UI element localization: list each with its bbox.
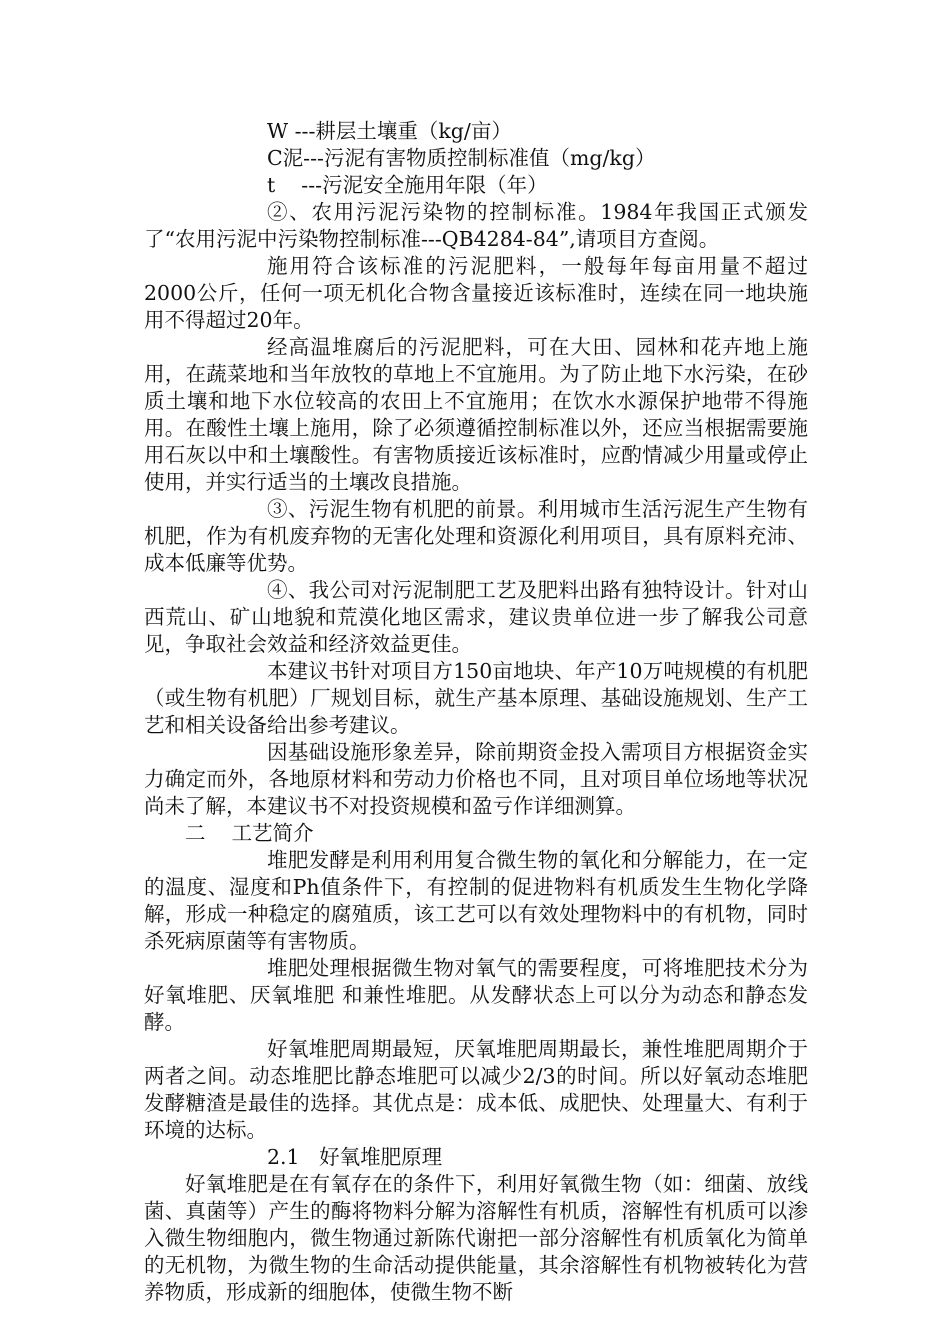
variable-c-line: C泥---污泥有害物质控制标准值（mg/kg） bbox=[267, 146, 656, 170]
subsection-heading: 2.1 好氧堆肥原理 bbox=[267, 1145, 443, 1169]
paragraph-application: 经高温堆腐后的污泥肥料，可在大田、园林和花卉地上施用，在蔬菜地和当年放牧的草地上不宜施用。为了防止地下水污染，在砂质土壤和地下水位较高的农田上不宜施用；在饮水水源保护地带不得施用。在酸性土壤上施用，除了必须遵循控制标准以外，还应当根据需要施用石灰以中和土壤酸性。有害物质接近该标准时，应酌情减少用量或停止使用，并实行适当的土壤改良措施。 bbox=[144, 335, 808, 494]
paragraph-compost-period: 好氧堆肥周期最短，厌氧堆肥周期最长，兼性堆肥周期介于两者之间。动态堆肥比静态堆肥可以减少2/3的时间。所以好氧动态堆肥发酵糖渣是最佳的选择。其优点是：成本低、成肥快、处理量大、有利于环境的达标。 bbox=[144, 1037, 808, 1142]
paragraph-prospect: ③、污泥生物有机肥的前景。利用城市生活污泥生产生物有机肥，作为有机废弃物的无害化处理和资源化利用项目，具有原料充沛、成本低廉等优势。 bbox=[144, 497, 808, 575]
paragraph-plan: 本建议书针对项目方150亩地块、年产10万吨规模的有机肥（或生物有机肥）厂规划目标，就生产基本原理、基础设施规划、生产工艺和相关设备给出参考建议。 bbox=[144, 659, 808, 737]
section-heading: 二 工艺简介 bbox=[185, 821, 314, 845]
paragraph-control-standard: ②、农用污泥污染物的控制标准。1984年我国正式颁发了“农用污泥中污染物控制标准---QB4284-84”,请项目方查阅。 bbox=[144, 200, 808, 251]
paragraph-company-design: ④、我公司对污泥制肥工艺及肥料出路有独特设计。针对山西荒山、矿山地貌和荒漠化地区需求，建议贵单位进一步了解我公司意见，争取社会效益和经济效益更佳。 bbox=[144, 578, 808, 656]
variable-w-line: W ---耕层土壤重（kg/亩） bbox=[267, 119, 512, 143]
paragraph-investment: 因基础设施形象差异，除前期资金投入需项目方根据资金实力确定而外，各地原材料和劳动力价格也不同，且对项目单位场地等状况尚未了解，本建议书不对投资规模和盈亏作详细测算。 bbox=[144, 740, 808, 818]
paragraph-usage-limit: 施用符合该标准的污泥肥料，一般每年每亩用量不超过2000公斤，任何一项无机化合物含量接近该标准时，连续在同一地块施用不得超过20年。 bbox=[144, 254, 808, 332]
paragraph-fermentation: 堆肥发酵是利用利用复合微生物的氧化和分解能力，在一定的温度、湿度和Ph值条件下，有控制的促进物料有机质发生生物化学降解，形成一种稳定的腐殖质，该工艺可以有效处理物料中的有机物，同时杀死病原菌等有害物质。 bbox=[144, 848, 808, 953]
variable-t-line: t ---污泥安全施用年限（年） bbox=[267, 173, 548, 197]
document-body bbox=[144, 118, 808, 1306]
paragraph-compost-types: 堆肥处理根据微生物对氧气的需要程度，可将堆肥技术分为好氧堆肥、厌氧堆肥 和兼性堆肥。从发酵状态上可以分为动态和静态发酵。 bbox=[144, 956, 808, 1034]
paragraph-aerobic-principle: 好氧堆肥是在有氧存在的条件下，利用好氧微生物（如：细菌、放线菌、真菌等）产生的酶将物料分解为溶解性有机质，溶解性有机质可以渗入微生物细胞内，微生物通过新陈代谢把一部分溶解性有机质氧化为简单的无机物，为微生物的生命活动提供能量，其余溶解性有机物被转化为营养物质，形成新的细胞体，使微生物不断 bbox=[144, 1172, 808, 1304]
